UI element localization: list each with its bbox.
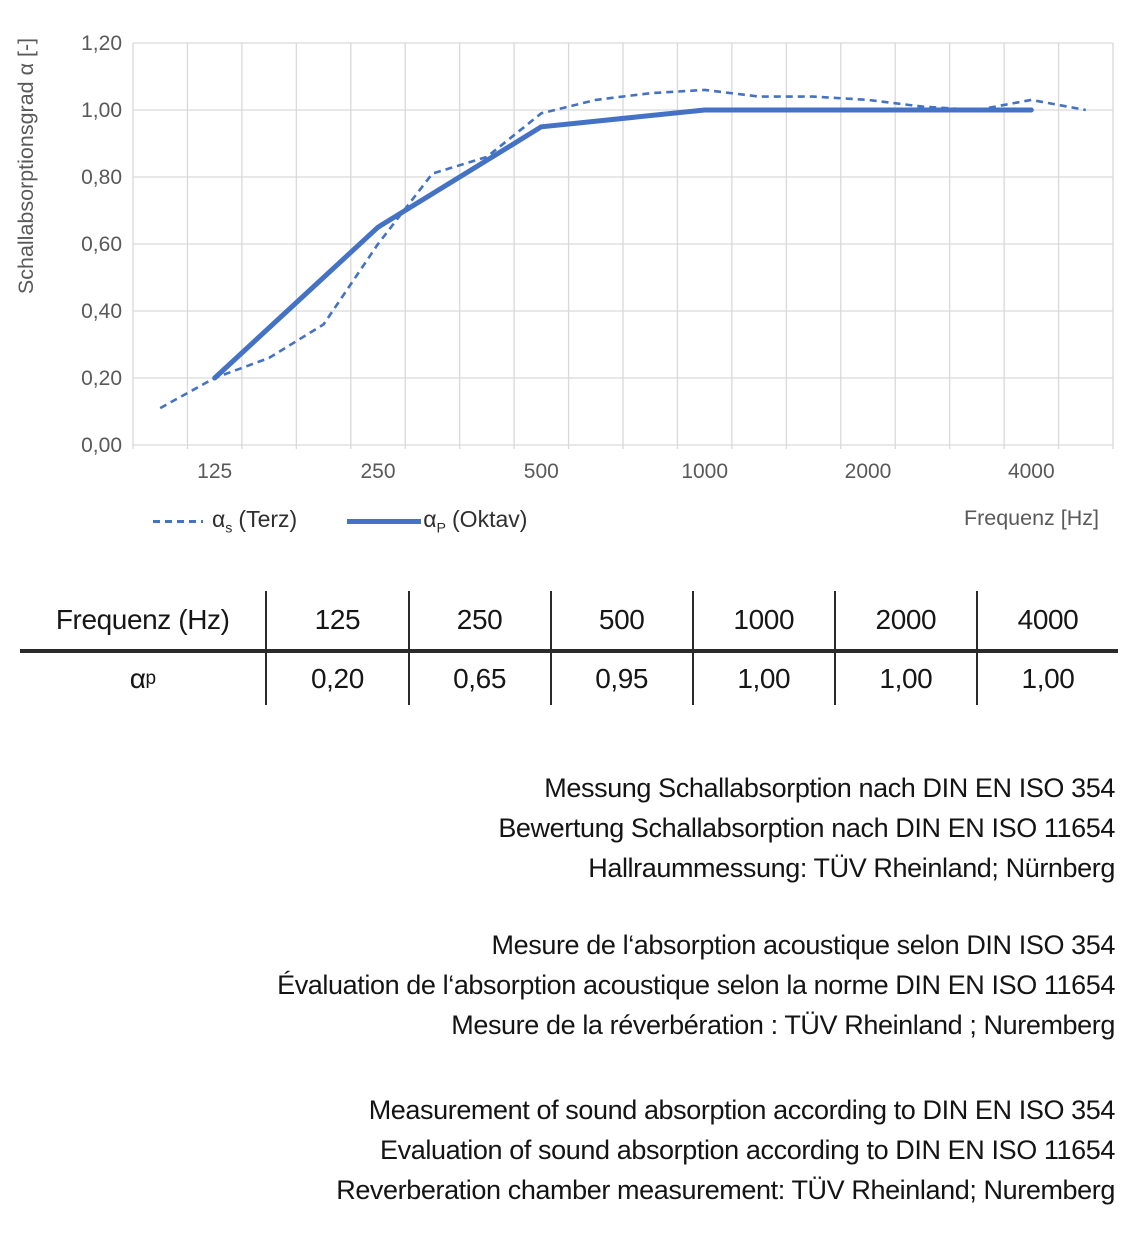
- note-line: Hallraummessung: TÜV Rheinland; Nürnberg: [588, 853, 1115, 883]
- alpha-subscript: p: [145, 667, 156, 689]
- note-line: Reverberation chamber measurement: TÜV Rheinland; Nuremberg: [336, 1175, 1115, 1205]
- x-axis-title: Frequenz [Hz]: [963, 506, 1099, 530]
- note-line: Messung Schallabsorption nach DIN EN ISO 354: [544, 773, 1115, 803]
- legend-label-alpha-p: [423, 506, 527, 537]
- y-axis-title: Schallabsorptionsgrad α [-]: [14, 37, 38, 295]
- table-header-1000: 1000: [692, 591, 834, 649]
- svg-text:0,00: 0,00: [81, 434, 122, 457]
- chart-canvas: [0, 0, 1135, 545]
- absorption-table: [20, 591, 1118, 705]
- alpha-subscript: s: [225, 520, 233, 537]
- note-line: Evaluation of sound absorption according to DIN EN ISO 11654: [380, 1135, 1115, 1165]
- svg-text:0,80: 0,80: [81, 166, 122, 189]
- legend-item-alpha-s: [153, 506, 297, 537]
- note-block-french: [277, 925, 1115, 1045]
- alpha-subscript: P: [436, 520, 447, 537]
- svg-text:0,40: 0,40: [81, 300, 122, 323]
- legend-label-alpha-s: [212, 506, 297, 537]
- legend-series-name: (Terz): [238, 505, 298, 532]
- table-value-125: 0,20: [265, 653, 407, 705]
- note-block-english: [336, 1090, 1115, 1210]
- table-row-label-alpha-p: [20, 653, 265, 705]
- table-values-row: [20, 653, 1118, 705]
- absorption-chart: [0, 0, 1135, 545]
- svg-text:4000: 4000: [1007, 460, 1055, 483]
- table-header-250: 250: [408, 591, 550, 649]
- svg-text:1,20: 1,20: [81, 32, 122, 55]
- svg-text:1,00: 1,00: [81, 99, 122, 122]
- table-header-4000: 4000: [976, 591, 1118, 649]
- axis-tick-labels: [81, 32, 1055, 483]
- svg-text:250: 250: [360, 460, 396, 483]
- svg-text:125: 125: [197, 460, 233, 483]
- svg-text:0,60: 0,60: [81, 233, 122, 256]
- note-line: Measurement of sound absorption according to DIN EN ISO 354: [368, 1095, 1115, 1125]
- table-value-1000: 1,00: [692, 653, 834, 705]
- alpha-symbol: α: [129, 662, 146, 694]
- svg-text:0,20: 0,20: [81, 367, 122, 390]
- note-line: Mesure de l‘absorption acoustique selon DIN ISO 354: [491, 930, 1115, 960]
- svg-text:1000: 1000: [681, 460, 729, 483]
- chart-legend: [153, 504, 527, 538]
- gridlines: [133, 43, 1113, 449]
- dashed-line-swatch: [153, 520, 203, 523]
- table-value-500: 0,95: [550, 653, 692, 705]
- svg-text:500: 500: [523, 460, 559, 483]
- solid-line-swatch: [347, 519, 421, 524]
- note-line: Mesure de la réverbération : TÜV Rheinland ; Nuremberg: [451, 1010, 1115, 1040]
- table-value-2000: 1,00: [834, 653, 976, 705]
- table-header-500: 500: [550, 591, 692, 649]
- legend-series-name: (Oktav): [452, 505, 528, 532]
- table-value-4000: 1,00: [976, 653, 1118, 705]
- table-header-2000: 2000: [834, 591, 976, 649]
- note-block-german: [498, 768, 1115, 888]
- table-header-row: [20, 591, 1118, 649]
- note-line: Bewertung Schallabsorption nach DIN EN ISO 11654: [498, 813, 1115, 843]
- svg-text:2000: 2000: [844, 460, 892, 483]
- alpha-symbol: α: [423, 505, 437, 532]
- table-header-125: 125: [265, 591, 407, 649]
- table-header-frequency: Frequenz (Hz): [55, 604, 230, 635]
- note-line: Évaluation de l‘absorption acoustique selon la norme DIN EN ISO 11654: [277, 970, 1115, 1000]
- table-value-250: 0,65: [408, 653, 550, 705]
- legend-item-alpha-p: [347, 506, 527, 537]
- alpha-symbol: α: [212, 505, 226, 532]
